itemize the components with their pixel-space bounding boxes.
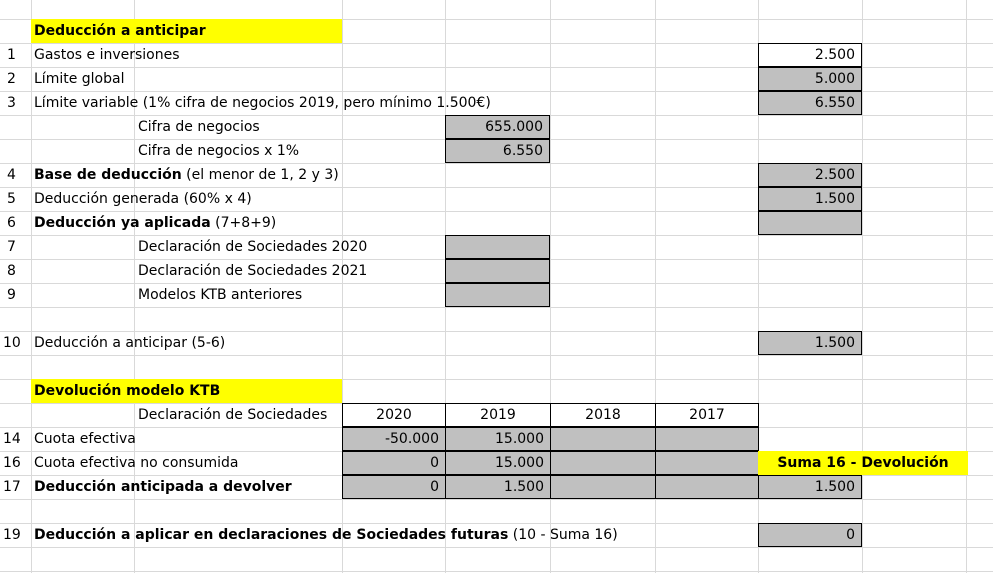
cell-no-consumida-2020[interactable]: 0: [342, 451, 446, 475]
label-rest-part: (el menor de 1, 2 y 3): [181, 167, 339, 183]
cell-declaracion-2021-value[interactable]: [445, 259, 550, 283]
row-number: 9: [7, 287, 16, 303]
cell-suma-devolucion-value[interactable]: 1.500: [758, 475, 862, 499]
cell-devolver-2017[interactable]: [655, 475, 759, 499]
label-declaracion-2020: Declaración de Sociedades 2020: [138, 239, 368, 255]
label-cuota-efectiva: Cuota efectiva: [34, 431, 136, 447]
row-number: 1: [7, 47, 16, 63]
cell-modelos-ktb-value[interactable]: [445, 283, 550, 307]
cell-base-deduccion-value[interactable]: 2.500: [758, 163, 862, 187]
cell-no-consumida-2018[interactable]: [550, 451, 656, 475]
label-bold-part: Deducción a aplicar en declaraciones de Sociedades futuras: [34, 527, 509, 543]
row-number: 5: [7, 191, 16, 207]
cell-devolver-2020[interactable]: 0: [342, 475, 446, 499]
label-base-deduccion: [34, 163, 339, 187]
cell-declaracion-2020-value[interactable]: [445, 235, 550, 259]
grid-row-line: [0, 547, 993, 548]
cell-no-consumida-2019[interactable]: 15.000: [445, 451, 551, 475]
label-limite-global: Límite global: [34, 71, 125, 87]
label-deduccion-aplicada: [34, 211, 276, 235]
grid-column-line: [31, 0, 32, 573]
cell-cuota-2020[interactable]: -50.000: [342, 427, 446, 451]
year-header-2020: 2020: [342, 403, 446, 427]
label-deduccion-aplicar-futuras: [34, 523, 618, 547]
cell-deduccion-aplicada-value[interactable]: [758, 211, 862, 235]
row-number: 19: [3, 527, 21, 543]
row-number: 10: [3, 335, 21, 351]
cell-no-consumida-2017[interactable]: [655, 451, 759, 475]
row-number: 6: [7, 215, 16, 231]
cell-cifra-negocios-1pct-value[interactable]: 6.550: [445, 139, 550, 163]
row-number: 2: [7, 71, 16, 87]
label-modelos-ktb: Modelos KTB anteriores: [138, 287, 303, 303]
cell-devolver-2018[interactable]: [550, 475, 656, 499]
year-header-2019: 2019: [445, 403, 551, 427]
label-deduccion-anticipar: Deducción a anticipar (5-6): [34, 335, 226, 351]
row-number: 4: [7, 167, 16, 183]
label-gastos: Gastos e inversiones: [34, 47, 180, 63]
grid-row-line: [0, 499, 993, 500]
label-rest-part: (7+8+9): [210, 215, 277, 231]
label-suma-devolucion: Suma 16 - Devolución: [758, 451, 968, 475]
row-number: 17: [3, 479, 21, 495]
row-number: 3: [7, 95, 16, 111]
cell-limite-global-value[interactable]: 5.000: [758, 67, 862, 91]
section-title-devolucion: Devolución modelo KTB: [31, 379, 342, 403]
label-deduccion-devolver: Deducción anticipada a devolver: [34, 479, 292, 495]
label-bold-part: Base de deducción: [34, 167, 182, 183]
cell-limite-variable-value[interactable]: 6.550: [758, 91, 862, 115]
cell-cuota-2019[interactable]: 15.000: [445, 427, 551, 451]
label-deduccion-generada: Deducción generada (60% x 4): [34, 191, 252, 207]
row-number: 7: [7, 239, 16, 255]
year-header-2017: 2017: [655, 403, 759, 427]
label-cifra-negocios: Cifra de negocios: [138, 119, 260, 135]
cell-deduccion-futuras-value[interactable]: 0: [758, 523, 862, 547]
label-cuota-no-consumida: Cuota efectiva no consumida: [34, 455, 239, 471]
section-title-deduccion: Deducción a anticipar: [31, 19, 342, 43]
label-bold-part: Deducción ya aplicada: [34, 215, 211, 231]
cell-cifra-negocios-value[interactable]: 655.000: [445, 115, 550, 139]
row-number: 8: [7, 263, 16, 279]
grid-row-line: [0, 307, 993, 308]
cell-deduccion-anticipar-value[interactable]: 1.500: [758, 331, 862, 355]
row-number: 14: [3, 431, 21, 447]
cell-gastos-value[interactable]: 2.500: [758, 43, 862, 67]
grid-row-line: [0, 571, 993, 572]
grid-column-line: [966, 0, 967, 573]
cell-cuota-2018[interactable]: [550, 427, 656, 451]
cell-devolver-2019[interactable]: 1.500: [445, 475, 551, 499]
cell-deduccion-generada-value[interactable]: 1.500: [758, 187, 862, 211]
label-declaracion-sociedades: Declaración de Sociedades: [138, 407, 328, 423]
grid-column-line: [862, 0, 863, 573]
row-number: 16: [3, 455, 21, 471]
label-rest-part: (10 - Suma 16): [508, 527, 618, 543]
year-header-2018: 2018: [550, 403, 656, 427]
cell-cuota-2017[interactable]: [655, 427, 759, 451]
label-declaracion-2021: Declaración de Sociedades 2021: [138, 263, 368, 279]
label-cifra-negocios-1pct: Cifra de negocios x 1%: [138, 143, 300, 159]
label-limite-variable: Límite variable (1% cifra de negocios 2019, pero mínimo 1.500€): [34, 95, 491, 111]
grid-row-line: [0, 355, 993, 356]
